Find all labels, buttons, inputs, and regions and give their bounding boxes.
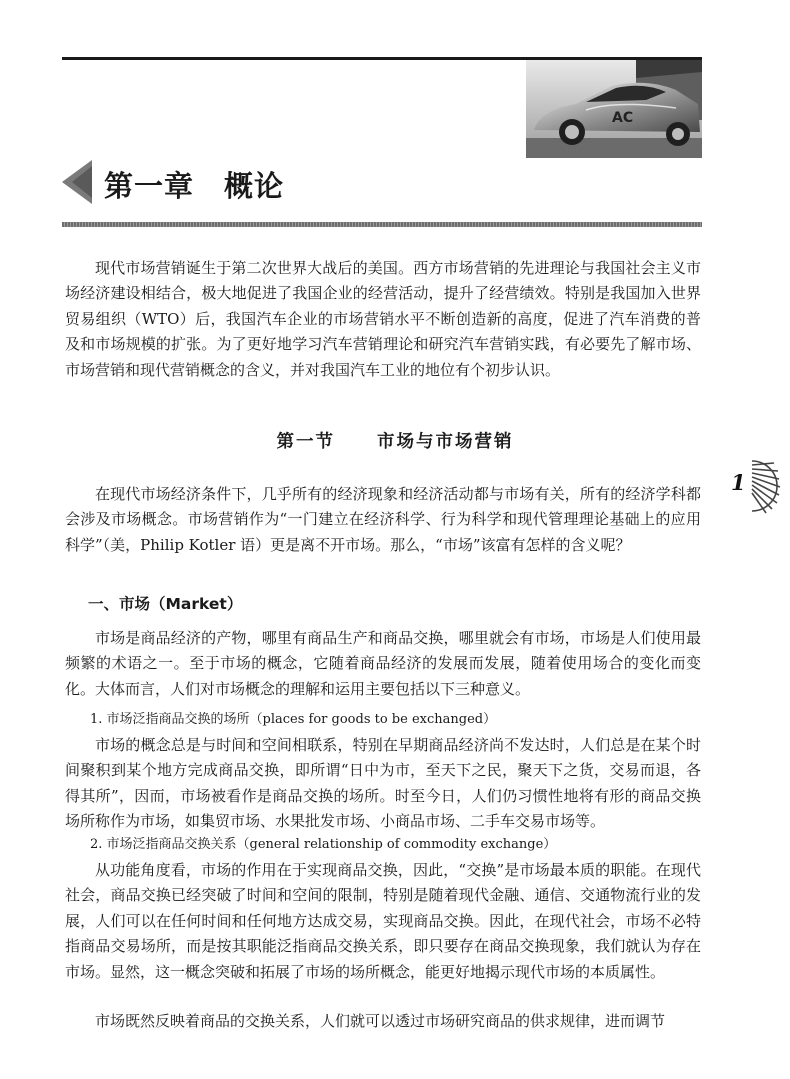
section-title	[0, 428, 790, 453]
section-name: 市场与市场营销	[377, 432, 514, 452]
section-number: 第一节	[276, 432, 335, 452]
intro-paragraph: 现代市场营销诞生于第二次世界大战后的美国。西方市场营销的先进理论与我国社会主义市场经济建设相结合，极大地促进了我国企业的经营活动，提升了经营绩效。特别是我国加入世界贸易组织（WTO）后，我国汽车企业的市场营销水平不断创造新的高度，促进了汽车消费的普及和市场规模的扩张。为了更好地学习汽车营销理论和研究汽车营销实践，有必要先了解市场、市场营销和现代营销概念的含义，并对我国汽车工业的地位有个初步认识。	[65, 259, 701, 379]
page-number: 1	[731, 470, 746, 495]
section-paragraph-2: 市场是商品经济的产物，哪里有商品生产和商品交换，哪里就会有市场，市场是人们使用最频繁的术语之一。至于市场的概念，它随着商品经济的发展而发展，随着使用场合的变化而变化。大体而言，人们对市场概念的理解和运用主要包括以下三种意义。	[65, 629, 701, 698]
item-heading-2: 2. 市场泛指商品交换关系（general relationship of commodity exchange）	[90, 837, 557, 852]
subsection-heading: 一、市场（Market）	[88, 595, 243, 613]
section-paragraph-1: 在现代市场经济条件下，几乎所有的经济现象和经济活动都与市场有关，所有的经济学科都会涉及市场概念。市场营销作为“一门建立在经济科学、行为科学和现代管理理论基础上的应用科学”（美，Philip Kotler 语）更是离不开市场。那么，“市场”该富有怎样的含义呢？	[65, 485, 701, 554]
chapter-marker-icon	[62, 160, 92, 204]
last-paragraph: 市场既然反映着商品的交换关系，人们就可以透过市场研究商品的供求规律，进而调节	[95, 1012, 666, 1030]
car-photo	[526, 60, 702, 158]
chapter-heading	[62, 160, 482, 204]
chapter-rule	[62, 222, 702, 227]
item-paragraph-1: 市场的概念总是与时间和空间相联系，特别在早期商品经济尚不发达时，人们总是在某个时间聚积到某个地方完成商品交换，即所谓“日中为市，至天下之民，聚天下之货，交易而退，各得其所”，因而，市场被看作是商品交换的场所。时至今日，人们仍习惯性地将有形的商品交换场所称作为市场，如集贸市场、水果批发市场、小商品市场、二手车交易市场等。	[65, 736, 701, 831]
item-heading-1: 1. 市场泛指商品交换的场所（places for goods to be exchanged）	[90, 712, 497, 727]
chapter-title	[104, 164, 284, 205]
car-photo-illustration	[526, 60, 702, 158]
car-logo-text: AC	[612, 110, 634, 126]
item-paragraph-2: 从功能角度看，市场的作用在于实现商品交换，因此，“交换”是市场最本质的职能。在现代社会，商品交换已经突破了时间和空间的限制，特别是随着现代金融、通信、交通物流行业的发展，人们可以在任何时间和任何地方达成交易，实现商品交换。因此，在现代社会，市场不必特指商品交易场所，而是按其职能泛指商品交换关系，即只要存在商品交换现象，我们就认为存在市场。显然，这一概念突破和拓展了市场的场所概念，能更好地揭示现代市场的本质属性。	[65, 861, 701, 981]
chapter-number: 第一章	[104, 169, 195, 203]
chapter-name: 概论	[224, 169, 285, 203]
